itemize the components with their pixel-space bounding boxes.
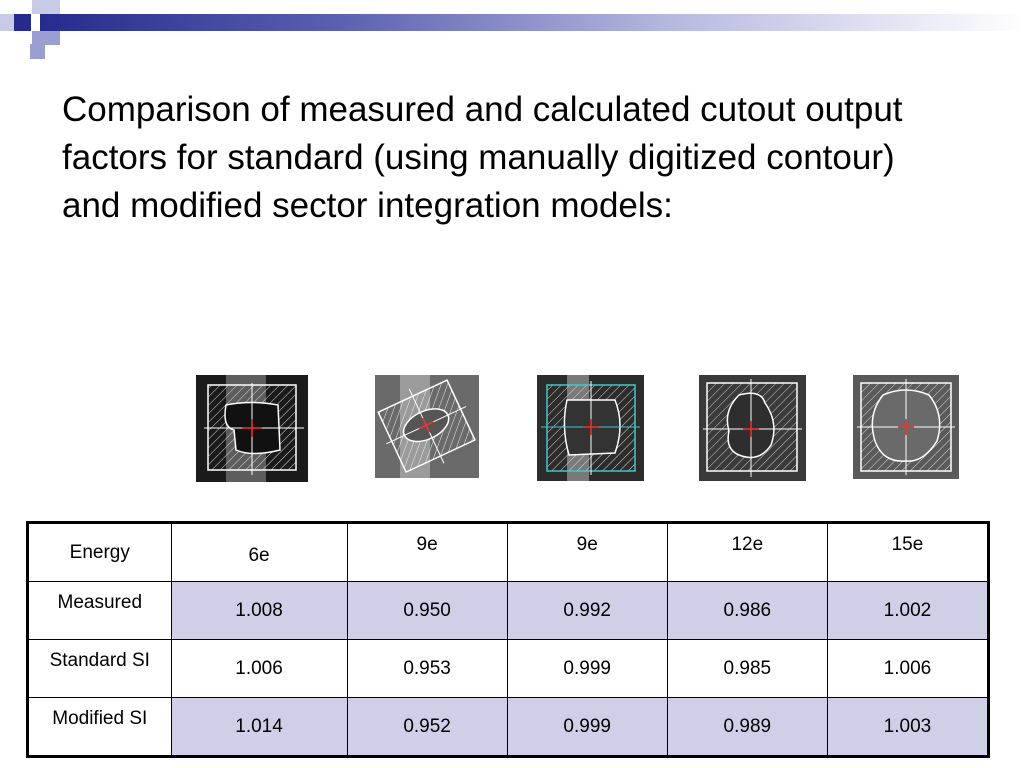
table-cell: 0.985 — [667, 640, 827, 698]
header-cell-energy: Energy — [28, 523, 172, 582]
table-row-measured — [28, 582, 989, 640]
table-cell: 1.003 — [827, 698, 988, 757]
cutout-image-6e — [196, 375, 308, 482]
table-cell: 1.006 — [827, 640, 988, 698]
table-row-modified-si — [28, 698, 989, 757]
table-cell: 0.989 — [667, 698, 827, 757]
table-cell: 0.950 — [347, 582, 507, 640]
table-cell: 0.999 — [507, 698, 667, 757]
row-label: Measured — [28, 582, 172, 640]
row-label: Standard SI — [28, 640, 172, 698]
table-cell: 1.014 — [171, 698, 347, 757]
table-cell: 0.952 — [347, 698, 507, 757]
cutout-image-12e — [699, 375, 806, 481]
decor-square — [0, 14, 14, 31]
table-row-standard-si — [28, 640, 989, 698]
decor-square — [32, 0, 46, 14]
table-cell: 0.992 — [507, 582, 667, 640]
table-cell: 1.008 — [171, 582, 347, 640]
row-label: Modified SI — [28, 698, 172, 757]
cutout-image-9e-b — [537, 375, 644, 481]
decor-square — [46, 31, 60, 45]
decor-square — [46, 0, 60, 14]
table-header-row — [28, 523, 989, 582]
decor-square — [30, 44, 45, 59]
cutout-image-9e-a — [375, 375, 479, 478]
header-cell-9e: 9e — [507, 523, 667, 582]
slide-title: Comparison of measured and calculated cutout output factors for standard (using manually digitized contour) and modified sector integration models: — [62, 90, 903, 225]
table-cell: 0.999 — [507, 640, 667, 698]
table-cell: 0.953 — [347, 640, 507, 698]
output-factor-table — [26, 521, 990, 758]
table-cell: 1.006 — [171, 640, 347, 698]
header-cell-12e: 12e — [667, 523, 827, 582]
header-cell-9e: 9e — [347, 523, 507, 582]
header-cell-6e: 6e — [171, 523, 347, 582]
decor-square — [32, 31, 46, 45]
cutout-image-15e — [853, 375, 959, 479]
table-cell: 1.002 — [827, 582, 988, 640]
header-gradient-bar — [40, 14, 1024, 31]
header-cell-15e: 15e — [827, 523, 988, 582]
decor-square — [14, 14, 31, 31]
table-cell: 0.986 — [667, 582, 827, 640]
